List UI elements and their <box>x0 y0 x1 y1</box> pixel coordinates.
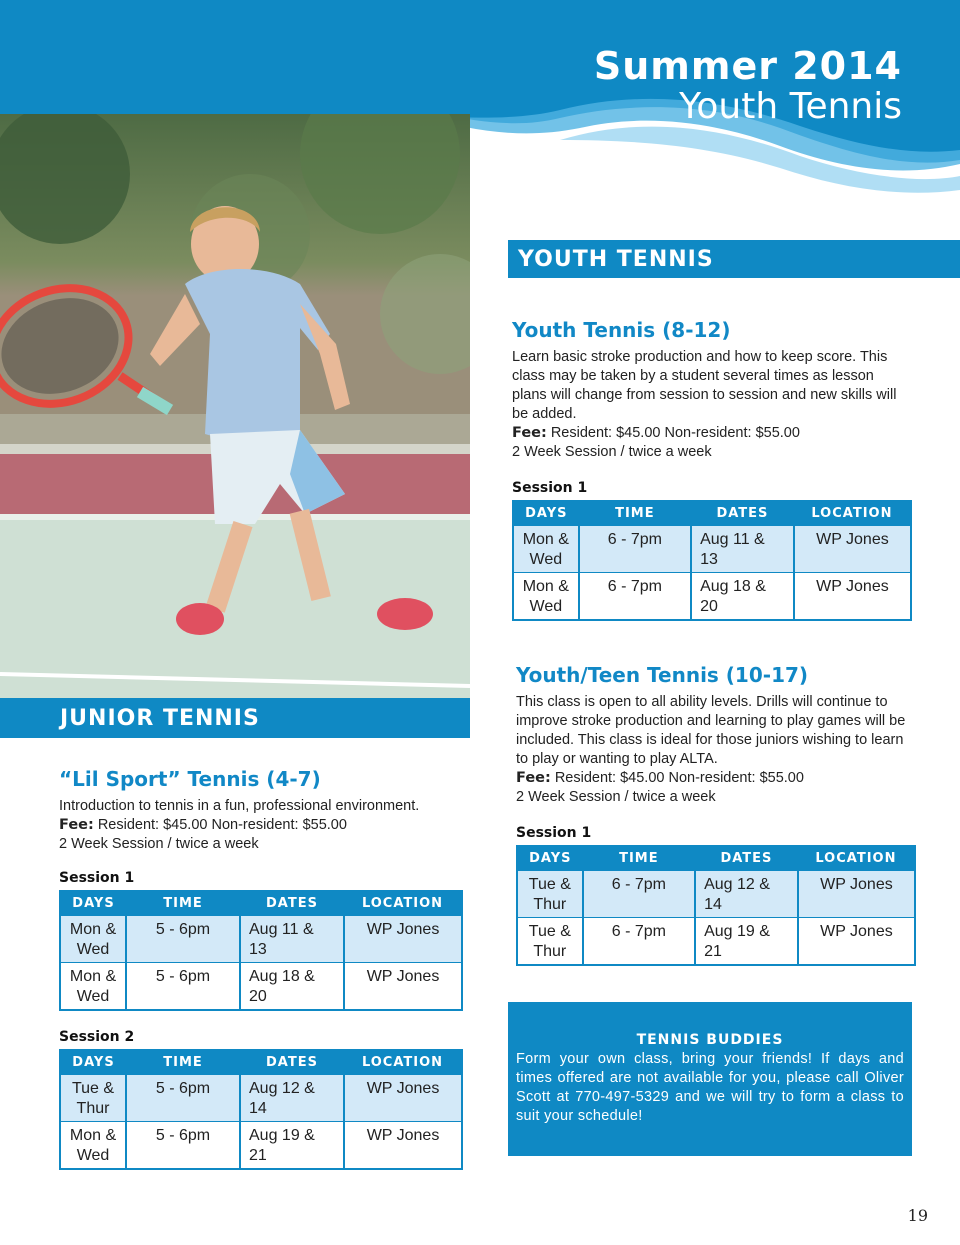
session-info: 2 Week Session / twice a week <box>59 836 259 852</box>
fee-line <box>512 424 912 443</box>
cell-days: Mon & Wed <box>513 572 579 620</box>
session-info: 2 Week Session / twice a week <box>516 789 716 805</box>
class-title: Youth Tennis (8-12) <box>512 318 731 342</box>
header-days: DAYS <box>517 846 583 870</box>
table-row <box>60 962 462 1010</box>
table-row <box>60 915 462 962</box>
header-days: DAYS <box>513 501 579 525</box>
table-row <box>60 1074 462 1121</box>
schedule-table <box>59 890 463 1011</box>
lil-sport-block <box>59 767 463 1170</box>
junior-bar-left <box>0 698 50 738</box>
cell-days: Mon & Wed <box>60 915 126 962</box>
fee-line <box>516 769 916 788</box>
fee-text: Resident: $45.00 Non-resident: $55.00 <box>554 770 804 786</box>
header-time: TIME <box>583 846 695 870</box>
buddies-text: Form your own class, bring your friends! If days and times offered are not available for you, please call Oliver Scott at 770-497-5329 and we will try to form a class to suit your schedule! <box>516 1051 904 1124</box>
cell-location: WP Jones <box>344 1121 462 1169</box>
fee-line <box>59 816 463 835</box>
cell-location: WP Jones <box>794 572 911 620</box>
cell-days: Mon & Wed <box>60 962 126 1010</box>
tennis-buddies-box <box>508 1002 912 1156</box>
buddies-title: TENNIS BUDDIES <box>636 1032 784 1048</box>
cell-location: WP Jones <box>344 962 462 1010</box>
fee-label: Fee: <box>516 770 551 786</box>
cell-days: Tue & Thur <box>60 1074 126 1121</box>
cell-location: WP Jones <box>344 1074 462 1121</box>
header-dates: DATES <box>240 891 344 915</box>
cell-time: 5 - 6pm <box>126 915 240 962</box>
session-label: Session 1 <box>59 870 135 886</box>
fee-text: Resident: $45.00 Non-resident: $55.00 <box>550 425 800 441</box>
schedule-table <box>516 845 916 966</box>
table-row <box>60 1121 462 1169</box>
header-title: Summer 2014 <box>593 44 902 88</box>
session-label: Session 1 <box>516 825 592 841</box>
cell-dates: Aug 11 & 13 <box>240 915 344 962</box>
cell-time: 6 - 7pm <box>583 917 695 965</box>
header-location: LOCATION <box>798 846 915 870</box>
header-dates: DATES <box>695 846 798 870</box>
header-days: DAYS <box>60 1050 126 1074</box>
fee-label: Fee: <box>59 817 94 833</box>
cell-days: Mon & Wed <box>60 1121 126 1169</box>
fee-label: Fee: <box>512 425 547 441</box>
class-title: Youth/Teen Tennis (10-17) <box>516 663 809 687</box>
table-row <box>513 525 911 572</box>
header-time: TIME <box>126 1050 240 1074</box>
page-number: 19 <box>907 1206 928 1225</box>
fee-text: Resident: $45.00 Non-resident: $55.00 <box>97 817 347 833</box>
cell-location: WP Jones <box>794 525 911 572</box>
cell-time: 5 - 6pm <box>126 962 240 1010</box>
header-location: LOCATION <box>344 891 462 915</box>
header-dates: DATES <box>240 1050 344 1074</box>
cell-dates: Aug 12 & 14 <box>695 870 798 917</box>
cell-time: 5 - 6pm <box>126 1121 240 1169</box>
youth-tennis-heading: YOUTH TENNIS <box>508 240 960 278</box>
table-row <box>517 870 915 917</box>
header-days: DAYS <box>60 891 126 915</box>
header-dates: DATES <box>691 501 794 525</box>
header-time: TIME <box>126 891 240 915</box>
class-description: This class is open to all ability levels. Drills will continue to improve stroke production and learning to play games will be included. This class is ideal for those juniors wishing to learn to play or wanting to play ALTA. <box>516 694 906 767</box>
cell-dates: Aug 12 & 14 <box>240 1074 344 1121</box>
session-label: Session 2 <box>59 1029 135 1045</box>
class-description: Introduction to tennis in a fun, professional environment. <box>59 798 420 814</box>
junior-tennis-heading: JUNIOR TENNIS <box>50 698 470 738</box>
cell-days: Mon & Wed <box>513 525 579 572</box>
class-title: “Lil Sport” Tennis (4-7) <box>59 767 321 791</box>
cell-location: WP Jones <box>798 917 915 965</box>
session-info: 2 Week Session / twice a week <box>512 444 712 460</box>
header-time: TIME <box>579 501 691 525</box>
header-subtitle: Youth Tennis <box>679 86 902 127</box>
cell-dates: Aug 19 & 21 <box>695 917 798 965</box>
cell-time: 6 - 7pm <box>583 870 695 917</box>
session-label: Session 1 <box>512 480 588 496</box>
schedule-table <box>59 1049 463 1170</box>
cell-days: Tue & Thur <box>517 917 583 965</box>
schedule-table <box>512 500 912 621</box>
cell-time: 6 - 7pm <box>579 525 691 572</box>
header-location: LOCATION <box>794 501 911 525</box>
tennis-boy-photo <box>0 114 470 698</box>
class-description: Learn basic stroke production and how to keep score. This class may be taken by a student several times as lesson plans will change from session to session and new skills will be added. <box>512 349 897 422</box>
youth-teen-10-17-block <box>516 663 916 966</box>
table-row <box>517 917 915 965</box>
cell-dates: Aug 11 & 13 <box>691 525 794 572</box>
cell-dates: Aug 18 & 20 <box>240 962 344 1010</box>
cell-dates: Aug 19 & 21 <box>240 1121 344 1169</box>
header-location: LOCATION <box>344 1050 462 1074</box>
cell-days: Tue & Thur <box>517 870 583 917</box>
youth-8-12-block <box>512 318 912 621</box>
table-row <box>513 572 911 620</box>
cell-time: 5 - 6pm <box>126 1074 240 1121</box>
cell-location: WP Jones <box>344 915 462 962</box>
cell-time: 6 - 7pm <box>579 572 691 620</box>
cell-location: WP Jones <box>798 870 915 917</box>
cell-dates: Aug 18 & 20 <box>691 572 794 620</box>
